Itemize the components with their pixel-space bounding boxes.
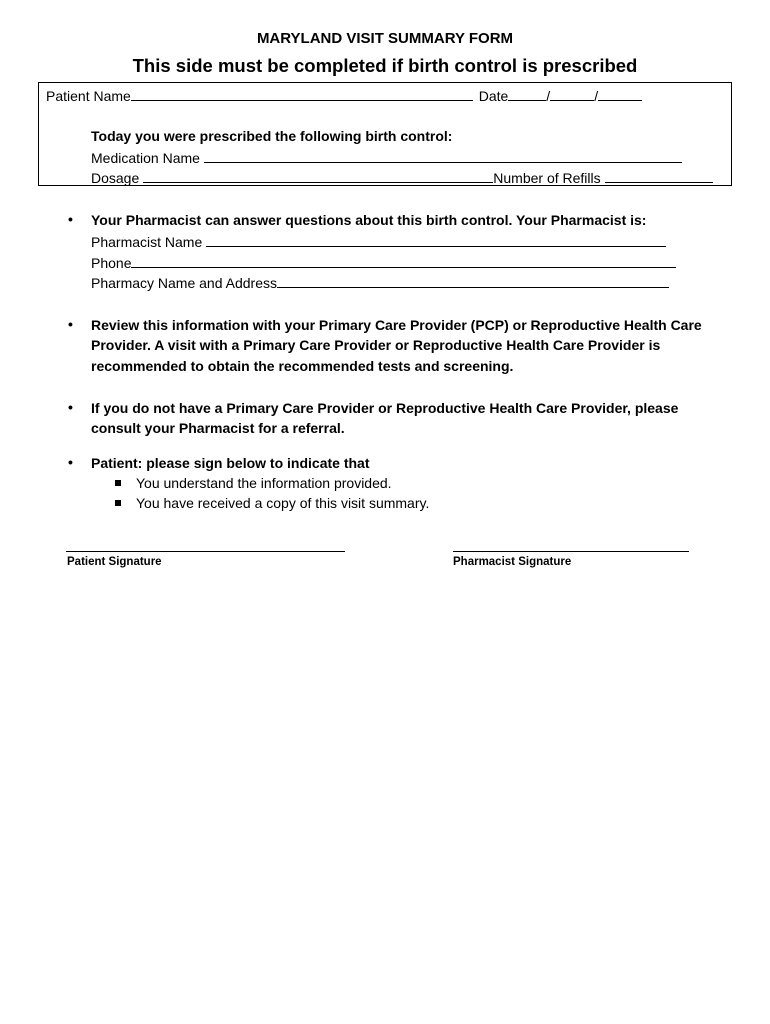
dosage-label: Dosage <box>91 170 140 186</box>
prescription-box <box>38 82 732 186</box>
review-line-3: recommended to obtain the recommended tests and screening. <box>91 358 514 374</box>
review-line-2: Provider. A visit with a Primary Care Provider or Reproductive Health Care Provider is <box>91 337 661 353</box>
bullet-icon: • <box>68 211 73 227</box>
date-month-field[interactable] <box>508 87 546 101</box>
sign-heading: Patient: please sign below to indicate that <box>91 455 370 471</box>
pharmacist-signature-label: Pharmacist Signature <box>453 556 572 568</box>
date-day-field[interactable] <box>550 87 594 101</box>
pharmacy-name-address-label: Pharmacy Name and Address <box>91 275 277 291</box>
pharmacy-name-address-field[interactable] <box>277 274 669 288</box>
referral-line-2: consult your Pharmacist for a referral. <box>91 420 345 436</box>
date-label: Date <box>478 88 509 104</box>
pharmacist-signature-line[interactable] <box>453 551 689 552</box>
patient-signature-label: Patient Signature <box>67 556 162 568</box>
referral-line-1: If you do not have a Primary Care Provider or Reproductive Health Care Provider, please <box>91 400 679 416</box>
date-separator: / <box>546 88 551 104</box>
patient-name-field[interactable] <box>131 87 473 101</box>
medication-name-label: Medication Name <box>91 150 200 166</box>
sign-item-2: You have received a copy of this visit summary. <box>136 495 430 511</box>
bullet-icon: • <box>68 454 73 470</box>
refills-label: Number of Refills <box>493 170 601 186</box>
form-title: MARYLAND VISIT SUMMARY FORM <box>256 30 514 47</box>
square-bullet-icon <box>115 480 121 486</box>
review-line-1: Review this information with your Primary Care Provider (PCP) or Reproductive Health Care <box>91 317 702 333</box>
date-separator: / <box>594 88 599 104</box>
square-bullet-icon <box>115 500 121 506</box>
medication-name-field[interactable] <box>204 149 682 163</box>
pharmacist-name-label: Pharmacist Name <box>91 234 203 250</box>
form-subtitle: This side must be completed if birth control is prescribed <box>132 55 638 76</box>
sign-item-1: You understand the information provided. <box>136 475 392 491</box>
phone-field[interactable] <box>131 254 676 268</box>
phone-label: Phone <box>91 255 132 271</box>
refills-field[interactable] <box>605 169 713 183</box>
patient-name-label: Patient Name <box>46 88 131 104</box>
patient-signature-line[interactable] <box>66 551 345 552</box>
date-year-field[interactable] <box>598 87 642 101</box>
pharmacist-heading: Your Pharmacist can answer questions about this birth control. Your Pharmacist is: <box>91 212 647 228</box>
bullet-icon: • <box>68 316 73 332</box>
pharmacist-name-field[interactable] <box>206 233 666 247</box>
dosage-field[interactable] <box>143 169 493 183</box>
prescribed-heading: Today you were prescribed the following birth control: <box>91 128 453 144</box>
bullet-icon: • <box>68 399 73 415</box>
